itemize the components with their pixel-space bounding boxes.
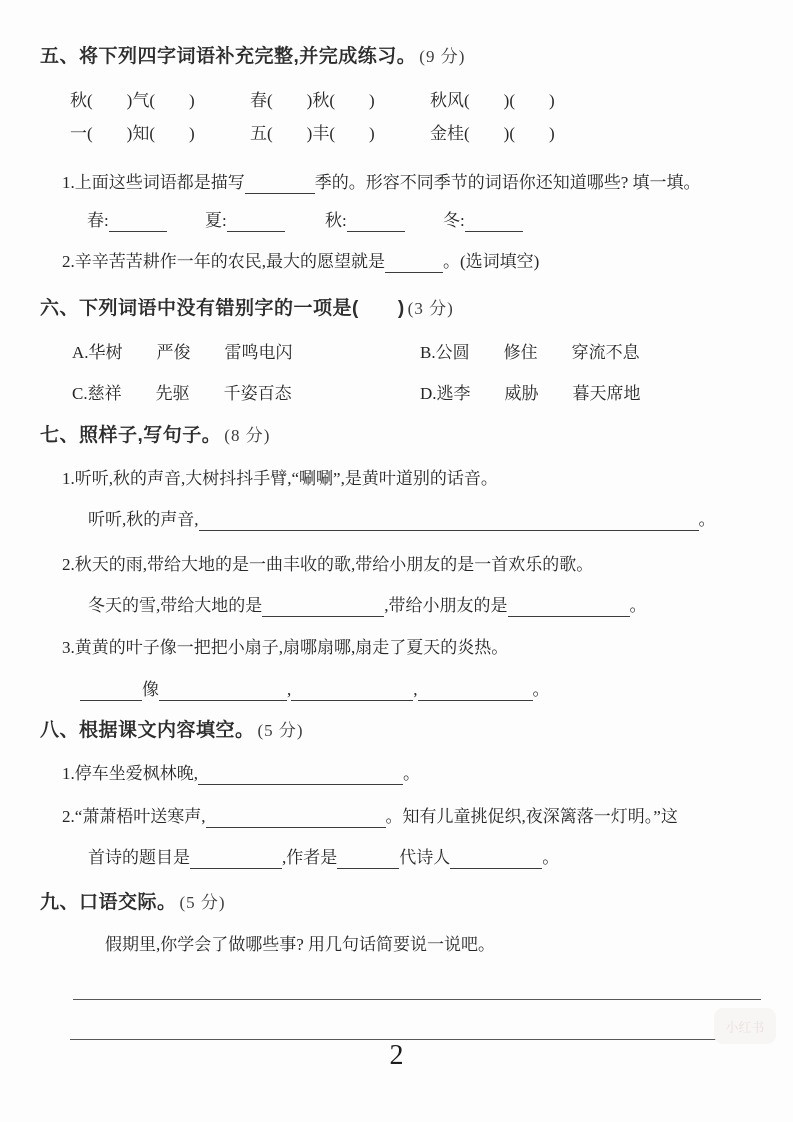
section-6-points: (3 分) bbox=[407, 299, 454, 318]
section-6-heading bbox=[40, 297, 454, 321]
option-b: B.公圆 修住 穿流不息 bbox=[420, 343, 640, 362]
section-7-item-1-answer bbox=[88, 508, 716, 531]
section-7-heading bbox=[40, 424, 270, 448]
section-8-item-2-line-2 bbox=[88, 846, 559, 869]
word-blank-item: 秋风( )( ) bbox=[430, 91, 555, 110]
item-text: , bbox=[413, 680, 418, 699]
item-text: 首诗的题目是 bbox=[88, 848, 190, 867]
section-7-item-2-answer bbox=[88, 594, 647, 617]
page-number: 2 bbox=[389, 1040, 404, 1071]
section-6-title: 六、下列词语中没有错别字的一项是( ) bbox=[40, 298, 405, 319]
option-c: C.慈祥 先驱 千姿百态 bbox=[72, 384, 292, 403]
section-8-heading bbox=[40, 719, 304, 743]
fill-blank bbox=[206, 809, 386, 828]
section-5-item-1 bbox=[62, 171, 701, 194]
item-text: 听听,秋的声音, bbox=[88, 510, 199, 529]
word-blank-item: 春( )秋( ) bbox=[250, 91, 375, 110]
item-text: 。 bbox=[403, 764, 420, 783]
item-text: 。知有儿童挑促织,夜深篱落一灯明。”这 bbox=[385, 807, 678, 826]
item-text: 2.辛辛苦苦耕作一年的农民,最大的愿望就是 bbox=[62, 252, 385, 271]
section-8-points: (5 分) bbox=[257, 721, 304, 740]
item-text: ,带给小朋友的是 bbox=[384, 596, 508, 615]
word-blank-item: 秋( )气( ) bbox=[70, 91, 195, 110]
item-text: 1.停车坐爱枫林晚, bbox=[62, 764, 198, 783]
fill-blank bbox=[227, 213, 285, 232]
section-5-item-2 bbox=[62, 250, 539, 273]
section-6-options-row-2 bbox=[0, 382, 793, 406]
season-label-spring: 春: bbox=[87, 209, 167, 232]
answer-line-1 bbox=[73, 999, 761, 1000]
section-7-title: 七、照样子,写句子。 bbox=[40, 425, 222, 446]
fill-blank bbox=[450, 850, 542, 869]
item-text: 季的。形容不同季节的词语你还知道哪些? 填一填。 bbox=[314, 173, 701, 192]
item-text: ,作者是 bbox=[282, 848, 338, 867]
fill-blank bbox=[199, 512, 699, 531]
section-7-item-2: 2.秋天的雨,带给大地的是一曲丰收的歌,带给小朋友的是一首欢乐的歌。 bbox=[62, 555, 594, 574]
section-5-heading bbox=[40, 45, 465, 69]
fill-blank bbox=[508, 598, 630, 617]
fill-blank bbox=[262, 598, 384, 617]
item-text: , bbox=[287, 680, 292, 699]
item-text: 2.“萧萧梧叶送寒声, bbox=[62, 807, 206, 826]
item-text: 。 bbox=[629, 596, 647, 615]
section-7-item-3: 3.黄黄的叶子像一把把小扇子,扇哪扇哪,扇走了夏天的炎热。 bbox=[62, 638, 509, 657]
option-a: A.华树 严俊 雷鸣电闪 bbox=[72, 343, 293, 362]
item-text: 。 bbox=[698, 510, 716, 529]
season-label-autumn: 秋: bbox=[325, 209, 405, 232]
section-8-title: 八、根据课文内容填空。 bbox=[40, 720, 255, 741]
fill-blank bbox=[337, 850, 399, 869]
fill-blank bbox=[291, 682, 413, 701]
xiaohongshu-watermark: 小红书 bbox=[714, 1008, 776, 1044]
section-7-item-3-answer bbox=[80, 678, 550, 701]
word-blank-item: 一( )知( ) bbox=[70, 124, 195, 143]
item-text: 。 bbox=[542, 848, 560, 867]
section-8-item-2-line-1 bbox=[62, 805, 678, 828]
section-6-options-row-1 bbox=[0, 341, 793, 365]
section-9-points: (5 分) bbox=[179, 893, 226, 912]
word-blank-item: 五( )丰( ) bbox=[250, 124, 375, 143]
fill-blank bbox=[385, 254, 443, 273]
item-text: 。(选词填空) bbox=[443, 252, 540, 271]
fill-blank bbox=[465, 213, 523, 232]
option-d: D.逃李 威胁 暮天席地 bbox=[420, 384, 641, 403]
section-5-title: 五、将下列四字词语补充完整,并完成练习。 bbox=[40, 46, 417, 67]
item-text: 像 bbox=[142, 680, 159, 699]
item-text: 1.上面这些词语都是描写 bbox=[62, 173, 245, 192]
section-7-points: (8 分) bbox=[224, 426, 271, 445]
fill-blank bbox=[198, 766, 403, 785]
season-label-summer: 夏: bbox=[205, 209, 285, 232]
section-5-points: (9 分) bbox=[419, 47, 466, 66]
item-text: 冬天的雪,带给大地的是 bbox=[88, 596, 263, 615]
fill-blank bbox=[418, 682, 533, 701]
section-7-item-1: 1.听听,秋的声音,大树抖抖手臂,“唰唰”,是黄叶道别的话音。 bbox=[62, 469, 498, 488]
section-9-prompt: 假期里,你学会了做哪些事? 用几句话简要说一说吧。 bbox=[105, 935, 496, 954]
season-label-winter: 冬: bbox=[443, 209, 523, 232]
fill-blank bbox=[80, 682, 142, 701]
section-5-words-row-1 bbox=[0, 89, 793, 113]
section-8-item-1 bbox=[62, 762, 420, 785]
fill-blank bbox=[190, 850, 282, 869]
item-text: 。 bbox=[532, 680, 550, 699]
fill-blank bbox=[109, 213, 167, 232]
word-blank-item: 金桂( )( ) bbox=[430, 124, 555, 143]
section-9-title: 九、口语交际。 bbox=[40, 892, 177, 913]
fill-blank bbox=[245, 175, 315, 194]
section-9-heading bbox=[40, 891, 226, 915]
section-5-seasons-row bbox=[0, 209, 793, 233]
item-text: 代诗人 bbox=[399, 848, 451, 867]
fill-blank bbox=[159, 682, 287, 701]
section-5-words-row-2 bbox=[0, 122, 793, 146]
fill-blank bbox=[347, 213, 405, 232]
